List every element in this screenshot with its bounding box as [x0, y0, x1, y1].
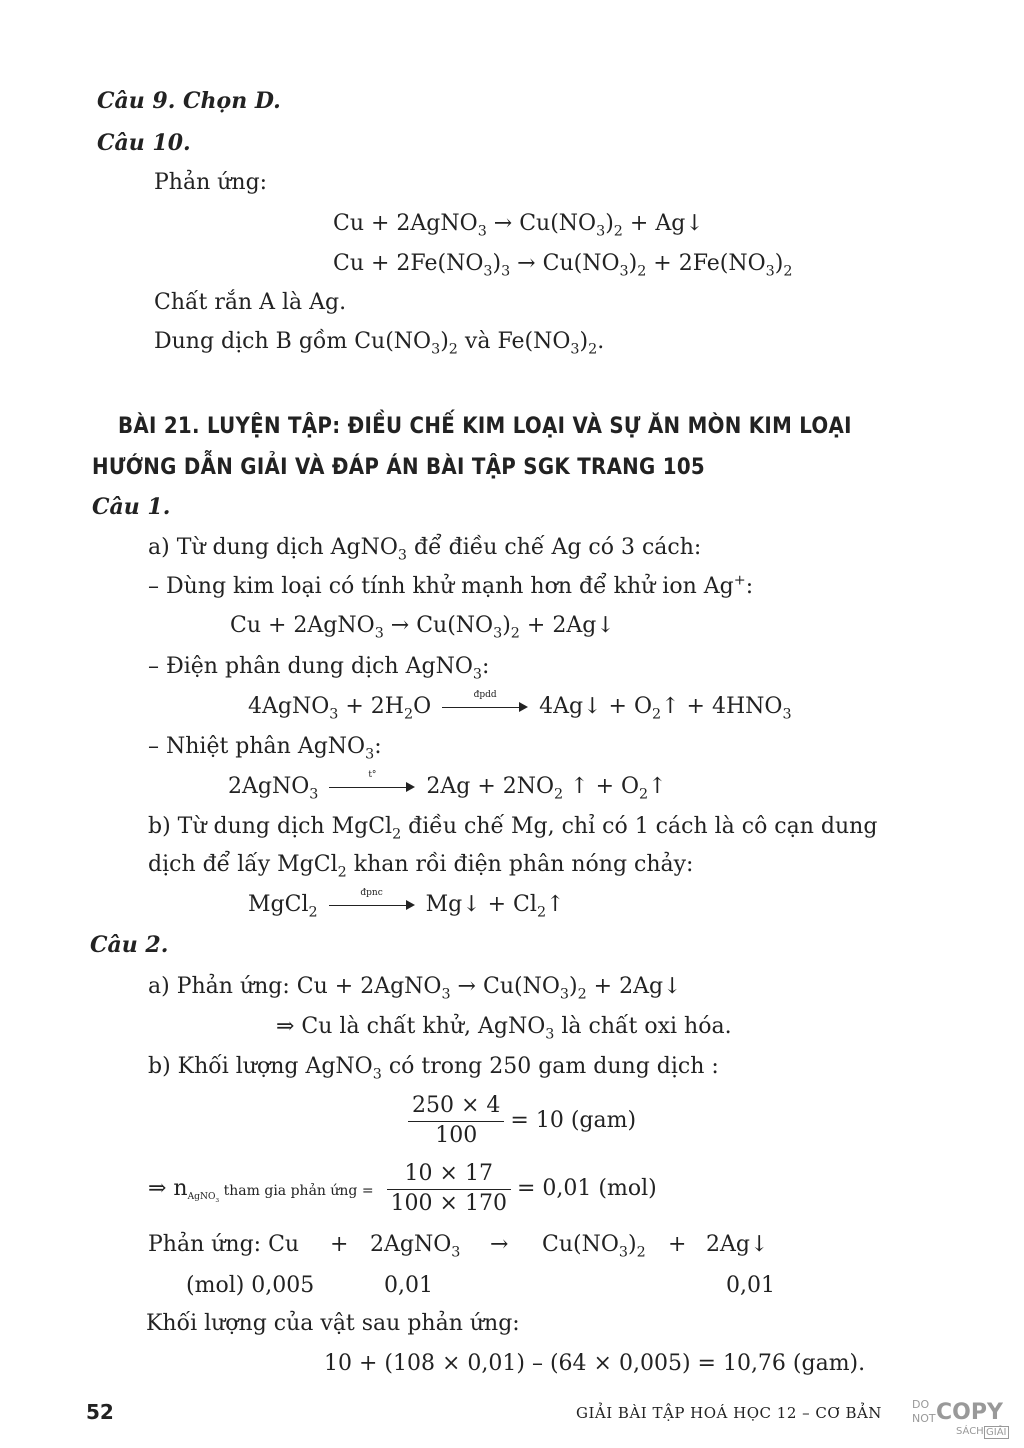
solution-b-text: Dung dịch B gồm $Cu(NO_3)_2$ và $Fe(NO_3)_2$. — [154, 329, 605, 358]
reaction-arrow: đpnc — [329, 898, 415, 912]
part-a2: a) Phản ứng: Cu + 2AgNO$_3$ → $Cu(NO_3)_2$ + 2Ag↓ — [148, 974, 682, 1003]
mole-label: (mol) 0,005 — [186, 1273, 315, 1298]
part-b1-line1: b) Từ dung dịch MgCl$_2$ điều chế Mg, chỉ có 1 cách là cô cạn dung — [148, 814, 878, 843]
reaction-table-label: Phản ứng: Cu — [148, 1232, 300, 1257]
cau-10-heading: Câu 10. — [97, 130, 191, 156]
equation-4: 4AgNO$_3$ + $2H_2O$ đpdd 4Ag↓ + $O_2↑ + 4HNO_3$ — [248, 690, 792, 723]
watermark-logo: DO NOT COPY SÁCH GIẢI — [912, 1398, 1007, 1438]
method-1: – Dùng kim loại có tính khử mạnh hơn để khử ion Ag+: — [148, 572, 754, 599]
fraction-mass: $\frac{250 \times 4}{100}$ = 10 (gam) — [402, 1092, 636, 1150]
reaction-table-ag: 2Ag↓ — [706, 1232, 769, 1257]
reaction-arrow: đpdd — [442, 700, 528, 714]
reaction-arrow: t° — [329, 780, 415, 794]
cau-2-heading: Câu 2. — [90, 932, 169, 958]
method-2: – Điện phân dung dịch AgNO$_3$: — [148, 654, 490, 683]
page-number: 52 — [86, 1400, 114, 1424]
reaction-table-plus: + — [668, 1232, 687, 1257]
part-b2: b) Khối lượng AgNO$_3$ có trong 250 gam dung dịch : — [148, 1054, 719, 1083]
reaction-table-agno3: 2AgNO$_3$ — [370, 1232, 461, 1261]
equation-1: Cu + 2AgNO$_3$ → $Cu(NO_3)_2$ + Ag↓ — [333, 211, 704, 240]
fraction-moles: ⇒ $n_{AgNO_3}$ tham gia phản ứng = $\frac{10 \times 17}{100 \times 170}$ = 0,01 (mol) — [148, 1161, 657, 1216]
mass-after-equation: 10 + (108 × 0,01) – (64 × 0,005) = 10,76 (gam). — [324, 1351, 866, 1376]
solid-a-text: Chất rắn A là Ag. — [154, 290, 347, 315]
mass-after-text: Khối lượng của vật sau phản ứng: — [146, 1311, 520, 1336]
mole-ag: 0,01 — [726, 1273, 775, 1298]
part-a1: a) Từ dung dịch AgNO$_3$ để điều chế Ag có 3 cách: — [148, 535, 702, 564]
equation-6: MgCl$_2$ đpnc Mg↓ + $Cl_2↑$ — [248, 888, 565, 921]
mole-agno3: 0,01 — [384, 1273, 433, 1298]
reaction-table-plus: + — [330, 1232, 349, 1257]
cau-9-heading: Câu 9. Chọn D. — [97, 88, 281, 114]
equation-5: 2AgNO$_3$ t° $2Ag + 2NO_2$ ↑ + $O_2↑$ — [228, 770, 667, 803]
part-b1-line2: dịch để lấy MgCl$_2$ khan rồi điện phân nóng chảy: — [148, 852, 694, 881]
book-title: GIẢI BÀI TẬP HOÁ HỌC 12 – CƠ BẢN — [576, 1404, 882, 1422]
reaction-label: Phản ứng: — [154, 170, 268, 195]
lesson-title: BÀI 21. LUYỆN TẬP: ĐIỀU CHẾ KIM LOẠI VÀ SỰ ĂN MÒN KIM LOẠI — [118, 414, 852, 439]
lesson-subtitle: HƯỚNG DẪN GIẢI VÀ ĐÁP ÁN BÀI TẬP SGK TRANG 105 — [92, 455, 705, 480]
equation-3: Cu + 2AgNO$_3$ → $Cu(NO_3)_2$ + 2Ag↓ — [230, 613, 615, 642]
equation-2: $Cu + 2Fe(NO_3)_3 \to Cu(NO_3)_2 + 2Fe(NO_3)_2$ — [333, 251, 793, 280]
reaction-table-arrow: → — [490, 1232, 509, 1257]
reaction-table-cuno3: $Cu(NO_3)_2$ — [542, 1232, 646, 1261]
part-a2-conclusion: ⇒ Cu là chất khử, AgNO$_3$ là chất oxi hóa. — [276, 1014, 732, 1043]
cau-1-heading: Câu 1. — [92, 494, 171, 520]
method-3: – Nhiệt phân AgNO$_3$: — [148, 734, 382, 763]
